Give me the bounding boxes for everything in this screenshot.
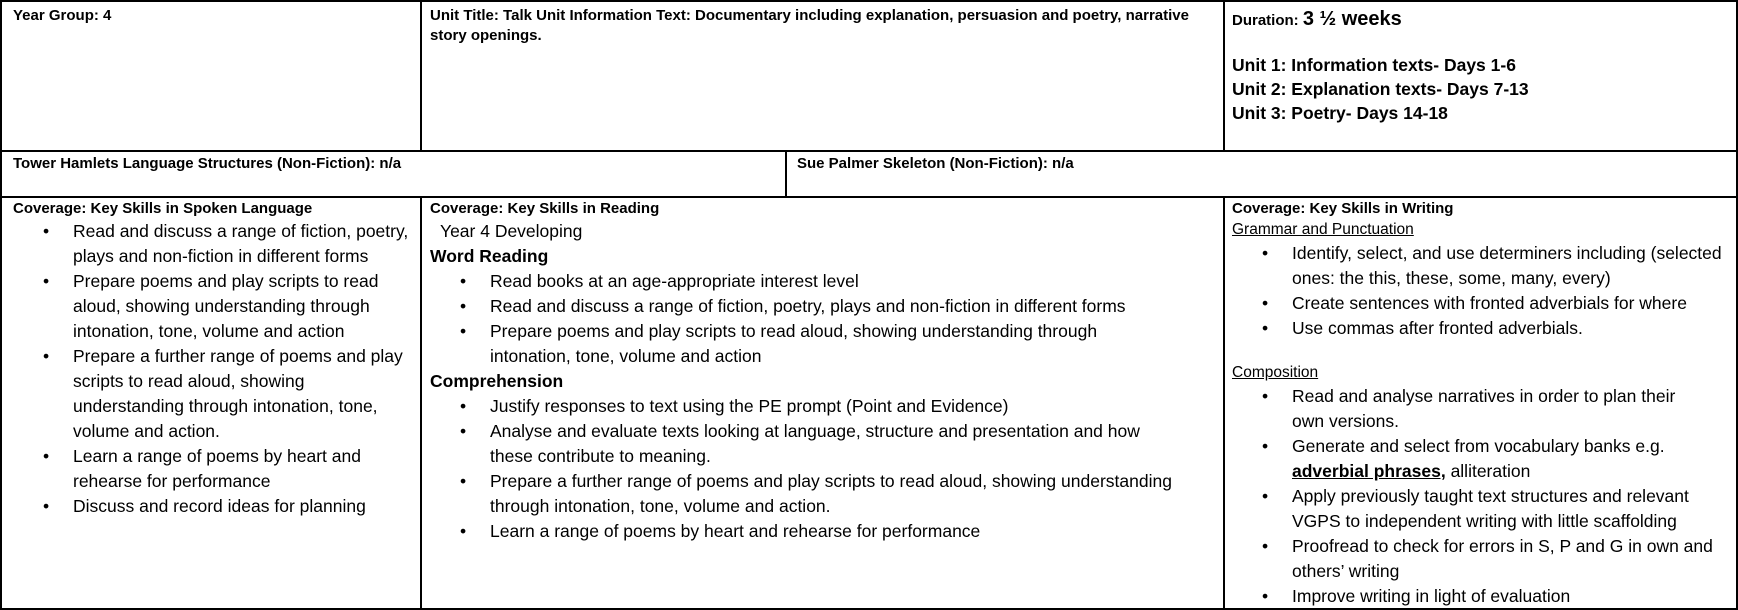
col-divider-2-bottom	[1223, 196, 1225, 610]
spoken-language-cell	[13, 199, 413, 519]
list-item: • Prepare a further range of poems and play scripts to read aloud, showing understanding through intonation, tone, volume and action.	[73, 344, 418, 444]
list-item: • Prepare poems and play scripts to read aloud, showing understanding through intonation, tone, volume and action	[490, 319, 1140, 369]
col-divider-1-top	[420, 0, 422, 150]
list-item: • Use commas after fronted adverbials.	[1292, 316, 1732, 341]
duration-cell	[1232, 6, 1732, 125]
sue-palmer-skeleton: Sue Palmer Skeleton (Non-Fiction): n/a	[797, 155, 1074, 172]
unit-1: Unit 1: Information texts- Days 1-6	[1232, 55, 1516, 75]
list-item: • Prepare a further range of poems and play scripts to read aloud, showing understanding through intonation, tone, volume and action.	[490, 469, 1210, 519]
vocab-banks-text: Generate and select from vocabulary banks e.g.	[1292, 436, 1665, 456]
comprehension-list	[490, 394, 1210, 544]
list-item: • Learn a range of poems by heart and rehearse for performance	[490, 519, 1210, 544]
duration	[1232, 6, 1732, 34]
reading-heading: Coverage: Key Skills in Reading	[430, 200, 660, 217]
list-item: • Justify responses to text using the PE prompt (Point and Evidence)	[490, 394, 1210, 419]
list-item: • Prepare poems and play scripts to read aloud, showing understanding through intonation, tone, volume and action	[73, 269, 418, 344]
alliteration-text: alliteration	[1445, 461, 1531, 481]
composition-list	[1292, 384, 1732, 609]
tower-hamlets-cell	[13, 154, 773, 174]
col-divider-2-top	[1223, 0, 1225, 150]
word-reading-heading: Word Reading	[430, 246, 549, 266]
spoken-heading: Coverage: Key Skills in Spoken Language	[13, 200, 313, 217]
border-right	[1736, 0, 1738, 610]
list-item: • Identify, select, and use determiners including (selected ones: the this, these, some, many, every)	[1292, 241, 1732, 291]
list-item: • Read and discuss a range of fiction, poetry, plays and non-fiction in different forms	[73, 219, 418, 269]
unit-title-cell	[430, 6, 1190, 46]
duration-value: 3 ½ weeks	[1302, 8, 1402, 30]
border-left	[0, 0, 2, 610]
reading-subtitle: Year 4 Developing	[440, 221, 583, 241]
list-item: • Proofread to check for errors in S, P and G in own and others’ writing	[1292, 534, 1732, 584]
unit-title: Unit Title: Talk Unit Information Text: Documentary including explanation, persuasion and poetry, narrative story openings.	[430, 7, 1189, 44]
list-item: • Read and discuss a range of fiction, poetry, plays and non-fiction in different forms	[490, 294, 1210, 319]
list-item: • Read books at an age-appropriate interest level	[490, 269, 1210, 294]
grammar-list	[1292, 241, 1732, 341]
adverbial-phrases-emphasis: adverbial phrases,	[1292, 461, 1446, 481]
writing-cell	[1232, 199, 1732, 609]
row-divider-2	[0, 196, 1738, 198]
word-reading-list	[490, 269, 1210, 369]
list-item: • Apply previously taught text structures and relevant VGPS to independent writing with little scaffolding	[1292, 484, 1732, 534]
list-item: • Discuss and record ideas for planning	[73, 494, 418, 519]
composition-heading: Composition	[1232, 364, 1319, 381]
list-item: • Learn a range of poems by heart and rehearse for performance	[73, 444, 418, 494]
tower-hamlets-structures: Tower Hamlets Language Structures (Non-Fiction): n/a	[13, 155, 402, 172]
writing-heading: Coverage: Key Skills in Writing	[1232, 200, 1454, 217]
reading-cell	[430, 199, 1215, 544]
col-divider-1-bottom	[420, 196, 422, 610]
duration-label: Duration:	[1232, 12, 1303, 29]
unit-3: Unit 3: Poetry- Days 14-18	[1232, 103, 1448, 123]
list-item: • Analyse and evaluate texts looking at language, structure and presentation and how these contribute to meaning.	[490, 419, 1180, 469]
comprehension-heading: Comprehension	[430, 371, 564, 391]
list-item: • Read and analyse narratives in order to plan their own versions.	[1292, 384, 1712, 434]
grammar-heading: Grammar and Punctuation	[1232, 221, 1414, 238]
year-group-cell	[13, 6, 413, 26]
sue-palmer-cell	[797, 154, 1697, 174]
row-divider-1	[0, 150, 1738, 152]
units-list	[1232, 53, 1732, 125]
col-divider-mid	[785, 150, 787, 196]
list-item: • Create sentences with fronted adverbials for where	[1292, 291, 1732, 316]
unit-2: Unit 2: Explanation texts- Days 7-13	[1232, 79, 1529, 99]
list-item: • Improve writing in light of evaluation	[1292, 584, 1732, 609]
border-top	[0, 0, 1738, 2]
year-group: Year Group: 4	[13, 7, 112, 24]
spoken-list	[73, 219, 418, 519]
list-item	[1292, 434, 1672, 484]
